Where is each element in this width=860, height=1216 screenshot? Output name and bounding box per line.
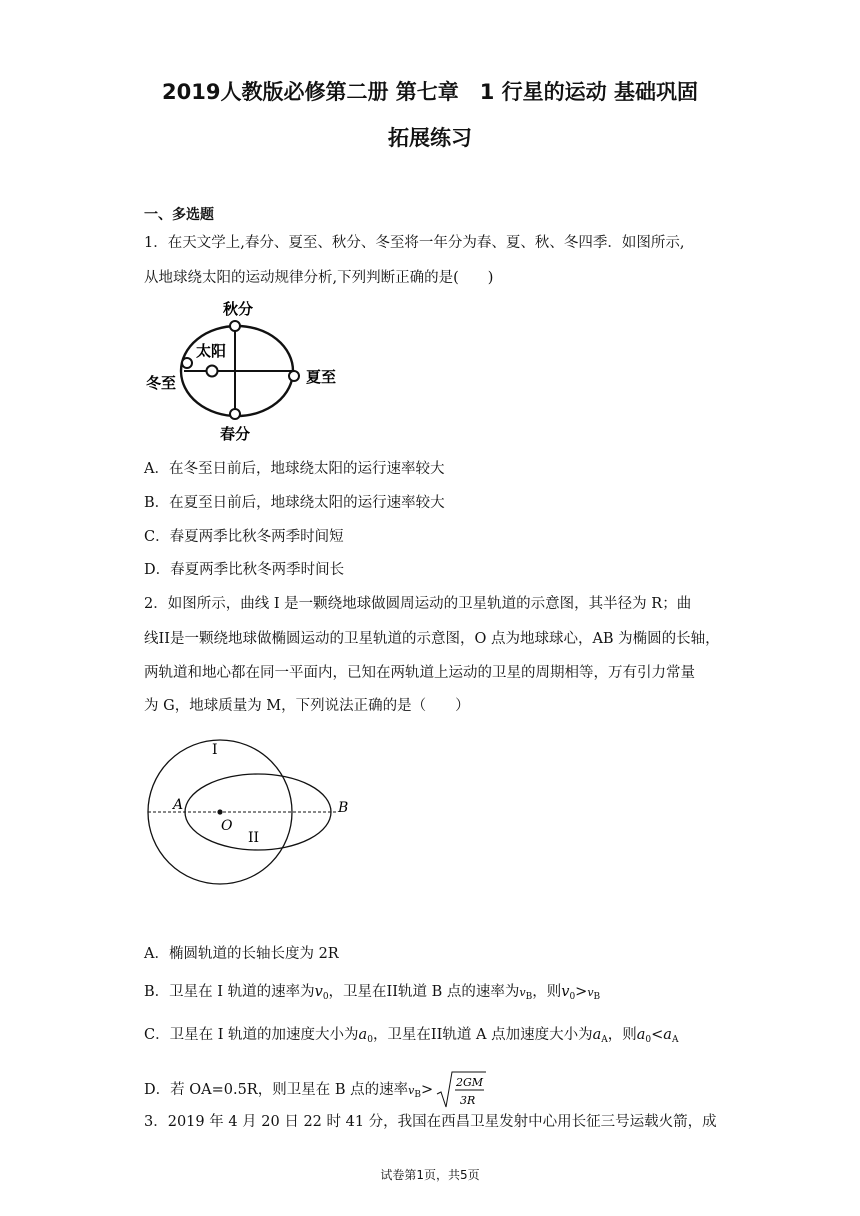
label-point-B: B [338,800,349,816]
label-point-A: A [173,797,184,813]
label-orbit-II: II [248,830,260,846]
svg-text:3R: 3R [460,1094,476,1107]
sqrt-formula [435,1070,487,1110]
q1-orbit-figure [140,296,360,446]
q2-option-a: A．椭圆轨道的长轴长度为 2R [144,946,339,962]
q2-text-line4: 为 G，地球质量为 M，下列说法正确的是（ ） [144,698,470,714]
label-center-O: O [221,818,233,834]
q1-option-a: A．在冬至日前后，地球绕太阳的运行速率较大 [144,461,445,477]
page-footer: 试卷第1页，共5页 [380,1168,480,1182]
q2-option-c: C．卫星在 I 轨道的加速度大小为$a_0$，卫星在II轨道 A 点加速度大小为$a_A$，则$a_0<a_A$ [144,1027,679,1045]
label-autumn: 秋分 [223,300,254,318]
label-sun: 太阳 [196,342,227,360]
q3-text-line1: 3．2019 年 4 月 20 日 22 时 41 分，我国在西昌卫星发射中心用长征三号运载火箭，成 [144,1114,717,1130]
q1-option-c: C．春夏两季比秋冬两季时间短 [144,529,344,545]
q2-orbit-figure [140,732,370,892]
label-spring: 春分 [220,425,251,443]
q1-option-d: D．春夏两季比秋冬两季时间长 [144,562,345,578]
label-orbit-I: I [212,742,218,758]
svg-text:2GM: 2GM [456,1076,484,1089]
q2-text-line3: 两轨道和地心都在同一平面内，已知在两轨道上运动的卫星的周期相等，万有引力常量 [144,665,695,681]
q1-option-b: B．在夏至日前后，地球绕太阳的运行速率较大 [144,495,445,511]
q1-text-line1: 1．在天文学上,春分、夏至、秋分、冬至将一年分为春、夏、秋、冬四季．如图所示, [144,235,685,251]
q2-text-line1: 2．如图所示，曲线 I 是一颗绕地球做圆周运动的卫星轨道的示意图，其半径为 R；曲 [144,596,692,612]
doc-title-line1: 2019人教版必修第二册 第七章 1 行星的运动 基础巩固 [162,80,698,104]
label-summer: 夏至 [306,368,337,386]
section-heading: 一、多选题 [144,207,214,223]
q2-option-b: B．卫星在 I 轨道的速率为$v_0$，卫星在II轨道 B 点的速率为$v_B$，则$v_0>v_B$ [144,984,601,1002]
q2-option-d: D．若 OA=0.5R，则卫星在 B 点的速率$v_B>$ 2GM 3R [144,1070,487,1110]
label-winter: 冬至 [146,374,177,392]
q1-text-line2: 从地球绕太阳的运动规律分析,下列判断正确的是( ) [144,270,494,286]
doc-title-line2: 拓展练习 [388,126,472,150]
q2-text-line2: 线II是一颗绕地球做椭圆运动的卫星轨道的示意图，O 点为地球球心，AB 为椭圆的长轴， [144,631,720,647]
